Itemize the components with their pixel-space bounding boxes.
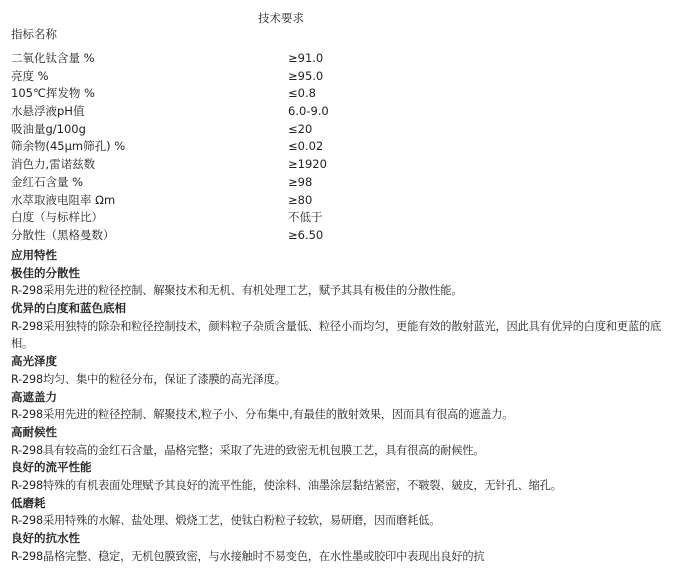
- spec-name: 水萃取液电阻率 Ωm: [11, 192, 116, 207]
- spec-row: [0, 103, 691, 121]
- spec-row: [0, 156, 691, 174]
- spec-row: [0, 227, 691, 245]
- feature-heading: 良好的流平性能: [11, 460, 92, 475]
- spec-name: 吸油量g/100g: [11, 121, 86, 136]
- application-features: [0, 247, 691, 566]
- spec-value: ≤0.02: [288, 139, 324, 154]
- spec-table-header: [0, 10, 691, 44]
- feature-text: R-298晶格完整、稳定，无机包膜致密，与水接触时不易变色，在水性墨或胶印中表现出良好的抗: [11, 549, 485, 563]
- feature-heading: 低磨耗: [11, 495, 46, 510]
- feature-text: R-298采用特殊的水解、盐处理、煅烧工艺，使钛白粉粒子较软，易研磨，因而磨耗低。: [11, 514, 441, 528]
- feature-text: R-298均匀、集中的粒径分布，保证了漆膜的高光泽度。: [11, 372, 286, 386]
- feature-heading: 极佳的分散性: [11, 265, 80, 280]
- spec-name: 金红石含量 %: [11, 174, 84, 189]
- spec-value: ≥80: [288, 192, 313, 207]
- feature-text: R-298具有较高的金红石含量，晶格完整；采取了先进的致密无机包膜工艺，具有很高的耐候性。: [11, 443, 485, 457]
- spec-row: [0, 174, 691, 192]
- features-title: 应用特性: [11, 248, 57, 262]
- spec-name: 消色力,雷诺兹数: [11, 157, 96, 172]
- requirement-column-title: 技术要求: [258, 11, 304, 25]
- feature-text: R-298采用先进的粒径控制、解聚技术,粒子小、分布集中,有最佳的散射效果，因而具有很高的遮盖力。: [11, 408, 514, 422]
- spec-name: 分散性（黑格曼数）: [11, 227, 115, 242]
- spec-row: [0, 50, 691, 68]
- spec-value: ≤20: [288, 121, 313, 136]
- feature-heading: 高遮盖力: [11, 389, 57, 404]
- feature-heading: 高耐候性: [11, 424, 57, 439]
- spec-value: ≤0.8: [288, 86, 316, 101]
- spec-name: 二氧化钛含量 %: [11, 51, 95, 65]
- spec-row: [0, 209, 691, 227]
- spec-row: [0, 85, 691, 103]
- spec-row: [0, 192, 691, 210]
- spec-value: ≥6.50: [288, 227, 324, 242]
- spec-value: 6.0-9.0: [288, 104, 329, 119]
- spec-name: 白度（与标样比）: [11, 210, 103, 225]
- feature-text: R-298特殊的有机表面处理赋予其良好的流平性能，使涂料、油墨涂层黏结紧密，不皲裂、皴皮，无针孔、缩孔。: [11, 479, 562, 493]
- spec-value: ≥98: [288, 174, 313, 189]
- spec-value: 不低于: [288, 210, 323, 225]
- spec-row: [0, 138, 691, 156]
- indicator-name-column-title: 指标名称: [11, 27, 57, 41]
- spec-value: ≥91.0: [288, 51, 324, 65]
- spec-name: 水悬浮液pH值: [11, 104, 85, 119]
- spec-table: [0, 50, 691, 245]
- spec-value: ≥95.0: [288, 68, 324, 83]
- feature-text: R-298采用独特的除杂和粒径控制技术，颜料粒子杂质含量低、粒径小而均匀，更能有效的散射蓝光，因此具有优异的白度和更蓝的底相。: [11, 319, 662, 351]
- feature-heading: 良好的抗水性: [11, 531, 80, 546]
- spec-name: 亮度 %: [11, 68, 49, 83]
- spec-name: 筛余物(45μm筛孔) %: [11, 139, 126, 154]
- spec-name: 105℃挥发物 %: [11, 86, 95, 101]
- feature-text: R-298采用先进的粒径控制、解聚技术和无机、有机处理工艺，赋予其具有极佳的分散性能。: [11, 284, 463, 298]
- spec-value: ≥1920: [288, 157, 327, 172]
- spec-row: [0, 121, 691, 139]
- spec-row: [0, 68, 691, 86]
- feature-heading: 高光泽度: [11, 354, 57, 369]
- feature-heading: 优异的白度和蓝色底相: [11, 301, 126, 316]
